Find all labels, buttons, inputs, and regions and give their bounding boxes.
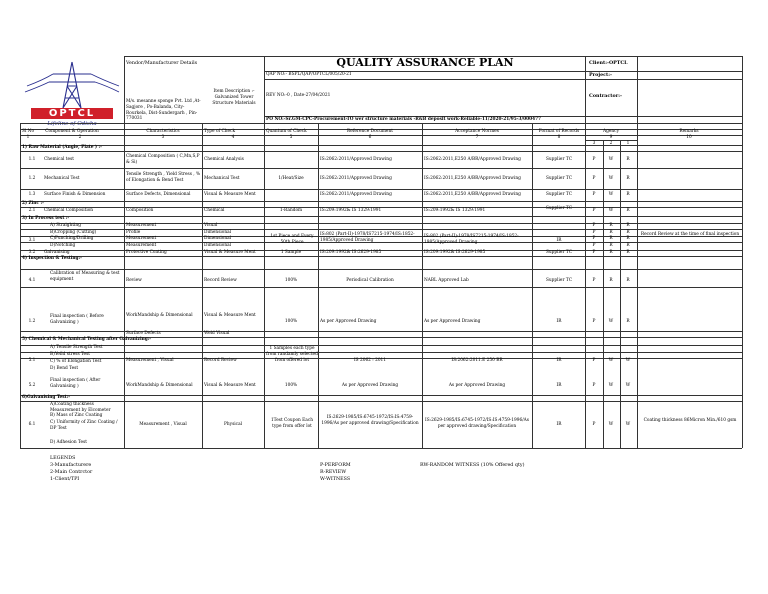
col-num: 7 bbox=[475, 135, 479, 140]
row-type: Record Review bbox=[204, 278, 237, 283]
section-heading: 5) Chemical & Mechanical Testing after Galvanizing:- bbox=[22, 337, 152, 342]
contractor-label: Contractor:- bbox=[589, 93, 622, 99]
legend-item: R-REVIEW bbox=[320, 470, 347, 475]
row-characteristic: WorkMandship & Dimensional bbox=[126, 383, 193, 388]
row-type: Dimensional bbox=[204, 236, 232, 241]
row-type: Record Review bbox=[204, 358, 237, 363]
row-component: Chemical Composition bbox=[44, 208, 94, 213]
row-format: IR bbox=[556, 422, 562, 427]
row-format: Supplier TC bbox=[545, 192, 573, 197]
agency-cell: R bbox=[626, 230, 630, 235]
col-num: 9 bbox=[609, 135, 613, 140]
agency-cell: W bbox=[608, 157, 614, 162]
row-format: IR bbox=[556, 383, 562, 388]
row-type: Visual & Measure Ment bbox=[204, 383, 256, 388]
agency-cell: P bbox=[592, 422, 596, 427]
agency-sub: 2 bbox=[609, 141, 613, 146]
col-format: Format of Records bbox=[538, 129, 580, 134]
agency-cell: R bbox=[626, 250, 630, 255]
item-description: Item Description :- Galvanized Tower Structure Materials bbox=[212, 89, 256, 106]
row-quantum: 100% bbox=[284, 383, 298, 388]
vendor-label: Vendor/Manufacturer Details bbox=[126, 61, 198, 66]
agency-cell: P bbox=[592, 176, 596, 181]
row-acceptance: IS:802 (Part-II)-1978/IS7215-1974/IS:1852-1985/Approved Drawing bbox=[424, 234, 519, 246]
agency-cell: W bbox=[625, 422, 631, 427]
row-acceptance: IS:2629-1985/IS:6745-1972/IS:IS:4759-1996/As per approved drawing/Specification bbox=[425, 418, 529, 430]
revision-number: REV NO:-0 , Date-27/04/2021 bbox=[266, 93, 331, 98]
row-quantum: 1/Heat/Size bbox=[278, 176, 304, 181]
agency-cell: W bbox=[608, 383, 614, 388]
agency-cell: R bbox=[609, 223, 613, 228]
row-component: A) Straighting bbox=[50, 223, 81, 228]
row-type: Visual & Measure Ment bbox=[204, 313, 256, 318]
row-component: B)Cropping (Cutting) bbox=[50, 230, 97, 235]
agency-cell: W bbox=[625, 383, 631, 388]
row-component: B)Yeild stress Test bbox=[50, 352, 91, 357]
company-address: M/s. mesanne sponge Pvt. Ltd ,At-Sagjore , Po-Balanda, City-Rourkela, Dist-Sundergarh , Pin-770031 bbox=[126, 99, 201, 122]
row-component: C) Uniformity of Zinc Coating / DP Test bbox=[50, 420, 118, 431]
row-component: Surface Finish & Dimension bbox=[44, 192, 106, 197]
row-format: IR bbox=[556, 238, 562, 243]
row-quantum: 1-Random bbox=[279, 208, 303, 213]
row-component: Chemical test bbox=[44, 157, 74, 162]
qap-table bbox=[20, 56, 742, 445]
legend bbox=[50, 457, 610, 497]
agency-cell: W bbox=[608, 319, 614, 324]
row-sl: 5.1 bbox=[28, 358, 36, 363]
legend-item: 3-Manufacturere bbox=[50, 463, 92, 468]
row-sl: 3.2 bbox=[28, 250, 36, 255]
logo-wordmark: OPTCL bbox=[31, 108, 113, 119]
col-characteristics: Characteristics bbox=[146, 129, 180, 134]
legend-item: W-WITNESS bbox=[320, 477, 351, 482]
row-characteristic: Measurement , Visual bbox=[126, 358, 174, 363]
row-acceptance: As per Approved Drawing bbox=[448, 383, 506, 388]
col-agency: Agency bbox=[603, 129, 619, 134]
row-sl: 1.2 bbox=[28, 319, 36, 324]
qap-number: QAP NO:- BSPL/QAP/OPTCL/005/20-21 bbox=[266, 72, 352, 77]
agency-cell: R bbox=[626, 176, 630, 181]
row-acceptance: As per Approved Drawing bbox=[424, 319, 481, 324]
col-sl: Sl No bbox=[22, 129, 35, 134]
agency-cell: R bbox=[626, 192, 630, 197]
agency-cell: R bbox=[626, 236, 630, 241]
agency-cell: W bbox=[608, 208, 614, 213]
col-component: Component & Operation bbox=[45, 129, 99, 134]
row-characteristic: Surface Defects, Dimensional bbox=[126, 192, 191, 197]
row-type: Visual bbox=[204, 223, 218, 228]
row-component: A) Tensile Strength Test bbox=[50, 345, 103, 350]
row-acceptance: IS:2062:2011,E250 A/BR/Approved Drawing bbox=[424, 157, 521, 162]
col-type: Type of Check bbox=[204, 129, 236, 134]
col-remarks: Remarks bbox=[679, 129, 699, 134]
row-characteristic: Protective Coating bbox=[126, 250, 167, 255]
col-reference: Reference Document bbox=[347, 129, 393, 134]
po-number: PO NO:-Sr.GM-CPC-Procurement-TO wer structure materials -R&B deposit work-Reliable-11/2020-21/95-3/000477 bbox=[266, 117, 542, 122]
agency-cell: R bbox=[626, 157, 630, 162]
legend-item: RW-RANDOM WITNESS (10% Offered qty) bbox=[420, 463, 525, 468]
row-format: Supplier TC bbox=[545, 250, 573, 255]
row-type: Visual & Measure Ment bbox=[204, 192, 256, 197]
row-reference: IS:2062:2011/Approved Drawing bbox=[320, 192, 392, 197]
row-sl: 6.1 bbox=[28, 422, 36, 427]
legend-item: P-PERFORM bbox=[320, 463, 351, 468]
row-characteristic: Measurement , Visual bbox=[139, 422, 187, 427]
row-characteristic: Composition bbox=[126, 208, 154, 213]
client-label: Client:-OPTCL bbox=[589, 60, 628, 66]
agency-sub: 1 bbox=[626, 141, 630, 146]
row-component: C)Punching/Drilling bbox=[50, 236, 94, 241]
row-type: Physical bbox=[223, 422, 243, 427]
row-reference: Periodical Calibration bbox=[346, 278, 394, 283]
row-component: Calibration of Measuring & test equipment bbox=[50, 271, 120, 283]
agency-cell: P bbox=[592, 236, 596, 241]
row-sl: 5.2 bbox=[28, 383, 36, 388]
row-sl: 1.1 bbox=[28, 157, 36, 162]
col-num: 3 bbox=[161, 135, 165, 140]
row-type: Mechanical Test bbox=[204, 176, 240, 181]
row-acceptance: IS:209:1992& IS 1329:1991 bbox=[424, 208, 486, 213]
col-acceptance: Acceptance Normes bbox=[455, 129, 499, 134]
row-remark: Coating thickness 86Micron Min./610 gsm bbox=[643, 418, 737, 423]
row-remark: Record Review at the time of final inspection bbox=[640, 232, 740, 237]
agency-cell: W bbox=[625, 358, 631, 363]
row-characteristic: WorkMandship & Dimensional bbox=[126, 313, 193, 318]
row-quantum: 1st Piece and Every 50th Piece bbox=[270, 234, 314, 246]
row-characteristic: Tensile Strength , Yield Stress , % of Elongation & Bend Test bbox=[126, 172, 201, 184]
row-type: Dimensional bbox=[204, 243, 232, 248]
agency-cell: W bbox=[608, 192, 614, 197]
col-num: 1 bbox=[26, 135, 30, 140]
row-characteristic: Profile bbox=[126, 230, 141, 235]
agency-cell: R bbox=[609, 243, 613, 248]
row-reference: IS:802 (Part-II)-1978/IS7215-1974/IS:1852-1985/Approved Drawing bbox=[320, 232, 415, 244]
section-heading: 4) Inspection & Testing:- bbox=[22, 256, 82, 261]
agency-cell: W bbox=[608, 358, 614, 363]
agency-sub: 3 bbox=[592, 141, 596, 146]
agency-cell: R bbox=[609, 250, 613, 255]
col-num: 5 bbox=[289, 135, 293, 140]
col-num: 4 bbox=[231, 135, 235, 140]
row-component: C) % of Elongation Test bbox=[50, 359, 102, 364]
agency-cell: W bbox=[608, 176, 614, 181]
row-reference: IS:2062:2011/Approved Drawing bbox=[320, 157, 392, 162]
row-sl: 2.1 bbox=[28, 208, 36, 213]
row-sl: 4.1 bbox=[28, 278, 36, 283]
row-component: B) Mass of Zinc Coating bbox=[50, 413, 103, 418]
row-characteristic: Chemical Composition ( C,Mn,S,P & Si) bbox=[126, 154, 200, 166]
agency-cell: R bbox=[609, 278, 613, 283]
agency-cell: R bbox=[626, 319, 630, 324]
agency-cell: W bbox=[608, 422, 614, 427]
agency-cell: P bbox=[592, 278, 596, 283]
logo-tagline: Lifeline of Odisha bbox=[47, 121, 97, 127]
section-heading: 2) Zinc :- bbox=[22, 201, 44, 206]
row-reference: As per Approved Drawing bbox=[341, 383, 399, 388]
row-component: Final inspection ( After Galvanising ) bbox=[50, 378, 101, 390]
col-num: 10 bbox=[686, 135, 692, 140]
agency-cell: R bbox=[609, 230, 613, 235]
row-reference: IS:2062:2011/Approved Drawing bbox=[320, 176, 392, 181]
page-title: QUALITY ASSURANCE PLAN bbox=[336, 56, 514, 69]
row-acceptance: IS:2062:2011.E 250 BR bbox=[451, 358, 503, 363]
agency-cell: P bbox=[592, 319, 596, 324]
row-reference: IS:2629-1985/IS:6745-1972/IS:IS:4759-1996/As per approved drawing/Specification bbox=[321, 415, 419, 427]
row-acceptance: IS:209:1992& IS:2629-1985 bbox=[424, 250, 486, 255]
agency-cell: R bbox=[626, 223, 630, 228]
row-sl: 1.2 bbox=[28, 176, 36, 181]
row-quantum: 100% bbox=[284, 278, 298, 283]
row-characteristic: Measurement bbox=[126, 243, 157, 248]
legend-item: 1-Client/TPI bbox=[50, 477, 80, 482]
row-characteristic: Surface Defects bbox=[126, 331, 161, 336]
row-type: Weld Visual bbox=[204, 331, 230, 336]
row-component: D)Notching bbox=[50, 243, 76, 248]
row-format: Supplier TC bbox=[545, 206, 573, 211]
row-format: Supplier TC bbox=[545, 176, 573, 181]
legend-item: 2-Main Contrctor bbox=[50, 470, 93, 475]
agency-cell: R bbox=[609, 236, 613, 241]
row-reference: IS 2062 : 2011 bbox=[353, 358, 387, 363]
agency-cell: P bbox=[592, 192, 596, 197]
agency-cell: R bbox=[626, 278, 630, 283]
agency-cell: P bbox=[592, 358, 596, 363]
row-type: Chemical Analysis bbox=[204, 157, 244, 162]
row-component: Galvanising bbox=[44, 250, 70, 255]
section-heading: 1) Raw Material (Angle, Plate ) :- bbox=[22, 145, 102, 150]
section-heading: 6)Galvanising Test:- bbox=[22, 395, 71, 400]
row-reference: As per Approved Drawing bbox=[320, 319, 377, 324]
row-acceptance: NABL Approved Lab bbox=[424, 278, 469, 283]
row-component: A)Coating thickness Measurement by Elcometer bbox=[50, 402, 111, 413]
row-format: IR bbox=[556, 358, 562, 363]
row-quantum: 1Test Coupon Each type from offer lot bbox=[270, 418, 314, 430]
row-type: Dimensional bbox=[204, 230, 232, 235]
row-sl: 3.1 bbox=[28, 238, 36, 243]
row-type: Chemical bbox=[204, 208, 225, 213]
row-characteristic: Measurement bbox=[126, 236, 157, 241]
agency-cell: P bbox=[592, 157, 596, 162]
section-heading: 3) In Process test :- bbox=[22, 216, 70, 221]
row-acceptance: IS:2062:2011,E250 A/BR/Approved Drawing bbox=[424, 176, 521, 181]
col-quantum: Quantum of Check bbox=[266, 129, 307, 134]
row-component: D) Adhesion Test bbox=[50, 440, 87, 445]
row-type: Visual & Measure Ment bbox=[204, 250, 256, 255]
agency-cell: P bbox=[592, 250, 596, 255]
row-characteristic: Measurement bbox=[126, 223, 157, 228]
row-format: Supplier TC bbox=[545, 278, 573, 283]
row-acceptance: IS:2062:2011,E250 A/BR/Approved Drawing bbox=[424, 192, 521, 197]
row-quantum: 1 Samples each type from randamly selected from offered lot bbox=[266, 346, 318, 364]
agency-cell: R bbox=[626, 243, 630, 248]
row-characteristic: Review bbox=[126, 278, 142, 283]
agency-cell: P bbox=[592, 243, 596, 248]
row-format: Supplier TC bbox=[545, 157, 573, 162]
col-num: 6 bbox=[368, 135, 372, 140]
agency-cell: R bbox=[626, 208, 630, 213]
col-num: 2 bbox=[78, 135, 82, 140]
agency-cell: P bbox=[592, 230, 596, 235]
row-component: D) Bend Test bbox=[50, 366, 79, 371]
row-component: Mechanical Test bbox=[44, 176, 80, 181]
row-quantum: 100% bbox=[284, 319, 298, 324]
agency-cell: P bbox=[592, 208, 596, 213]
legend-title: LEGENDS bbox=[50, 456, 76, 461]
agency-cell: P bbox=[592, 383, 596, 388]
row-reference: IS:209:1992& IS:2629-1985 bbox=[320, 250, 382, 255]
row-sl: 1.3 bbox=[28, 192, 36, 197]
row-component: Final inspection ( Before Galvanizing ) bbox=[50, 314, 104, 326]
agency-cell: P bbox=[592, 223, 596, 228]
row-quantum: 1 Sample bbox=[280, 250, 302, 255]
row-reference: IS:209:1992& IS 1329:1991 bbox=[320, 208, 382, 213]
row-format: IR bbox=[556, 319, 562, 324]
col-num: 8 bbox=[557, 135, 561, 140]
project-label: Project:- bbox=[589, 72, 613, 78]
